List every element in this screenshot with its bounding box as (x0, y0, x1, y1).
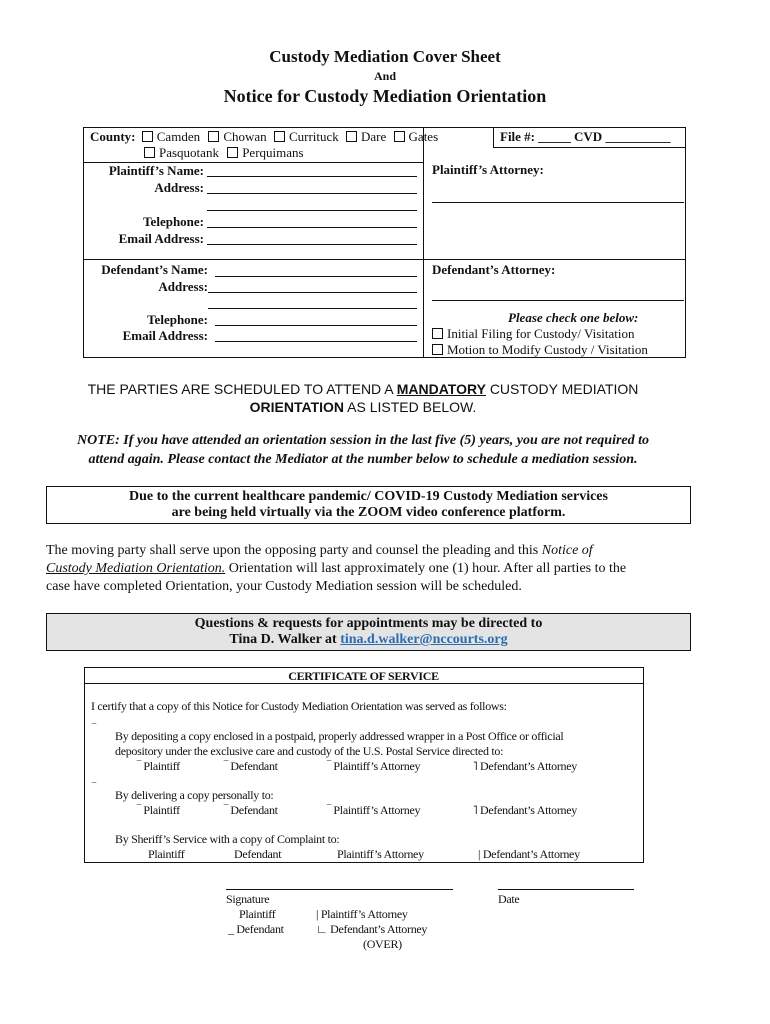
county-label: County: (90, 129, 136, 144)
signature-line[interactable] (226, 889, 453, 890)
header-and: And (373, 69, 396, 83)
method2-defendant[interactable]: ‾ Defendant (224, 803, 278, 817)
checkbox-icon[interactable] (432, 328, 443, 339)
checkbox-icon[interactable] (346, 131, 357, 142)
method1-plaintiff-attorney[interactable]: ‾ Plaintiff’s Attorney (327, 759, 421, 773)
method3-text: By Sheriff’s Service with a copy of Complaint to: (115, 832, 340, 846)
defendant-address-field[interactable] (208, 292, 417, 293)
plaintiff-address-label: Address: (154, 180, 204, 195)
checkbox-icon[interactable] (142, 131, 153, 142)
defendant-email-field[interactable] (215, 341, 417, 342)
plaintiff-labels (86, 162, 204, 247)
defendant-labels (86, 262, 208, 345)
defendant-name-label: Defendant’s Name: (101, 262, 208, 277)
plaintiff-attorney-field[interactable] (432, 202, 684, 203)
defendant-telephone-label: Telephone: (147, 311, 208, 327)
method1-plaintiff[interactable]: ‾ Plaintiff (137, 759, 180, 773)
defendant-email-label: Email Address: (122, 328, 208, 343)
questions-line-2: Tina D. Walker at tina.d.walker@nccourts.org (229, 632, 508, 647)
checkbox-icon[interactable] (394, 131, 405, 142)
plaintiff-telephone-field[interactable] (207, 227, 417, 228)
county-row-2 (144, 145, 304, 161)
signature-plaintiff-attorney[interactable]: | Plaintiff’s Attorney (316, 907, 408, 921)
mediator-email-link[interactable]: tina.d.walker@nccourts.org (340, 632, 508, 647)
method3-defendant-attorney[interactable]: | Defendant’s Attorney (478, 847, 580, 861)
plaintiff-address-field[interactable] (207, 193, 417, 194)
county-row (90, 129, 438, 145)
over-label: (OVER) (363, 937, 402, 951)
defendant-address-label: Address: (158, 278, 208, 294)
covid-line-1: Due to the current healthcare pandemic/ COVID-19 Custody Mediation services (129, 489, 608, 504)
scheduled-notice-2: ORIENTATION AS LISTED BELOW. (249, 399, 477, 415)
county-option-currituck[interactable]: Currituck (274, 129, 339, 144)
initial-filing-option[interactable]: Initial Filing for Custody/ Visitation (432, 326, 634, 342)
checkbox-icon[interactable] (227, 147, 238, 158)
date-line[interactable] (498, 889, 634, 890)
method1-defendant-attorney[interactable]: ˥ Defendant’s Attorney (473, 759, 577, 773)
defendant-telephone-field[interactable] (215, 325, 417, 326)
method1-line-2: depository under the exclusive care and custody of the U.S. Postal Service directed to: (115, 744, 504, 758)
signature-defendant-attorney[interactable]: ∟ Defendant’s Attorney (316, 922, 428, 936)
county-option-perquimans[interactable]: Perquimans (227, 145, 303, 160)
method2-marker[interactable]: ‾ (92, 781, 96, 795)
file-number[interactable]: File #: _____ CVD __________ (500, 129, 671, 144)
method3-plaintiff[interactable]: Plaintiff (148, 847, 185, 861)
checkbox-icon[interactable] (274, 131, 285, 142)
plaintiff-email-field[interactable] (207, 244, 417, 245)
method3-plaintiff-attorney[interactable]: Plaintiff’s Attorney (337, 847, 424, 861)
method2-defendant-attorney[interactable]: ˥ Defendant’s Attorney (473, 803, 577, 817)
defendant-name-field[interactable] (215, 276, 417, 277)
county-option-pasquotank[interactable]: Pasquotank (144, 145, 219, 160)
motion-modify-option[interactable]: Motion to Modify Custody / Visitation (432, 342, 648, 358)
signature-defendant[interactable]: _ Defendant (228, 922, 284, 936)
note-line-1: NOTE: If you have attended an orientation session in the last five (5) years, you are not required to (76, 433, 650, 448)
questions-box (46, 613, 691, 651)
checkbox-icon[interactable] (432, 344, 443, 355)
signature-plaintiff[interactable]: Plaintiff (239, 907, 276, 921)
county-option-dare[interactable]: Dare (346, 129, 386, 144)
questions-line-1: Questions & requests for appointments may be directed to (194, 616, 543, 631)
plaintiff-address-field-2[interactable] (207, 210, 417, 211)
page-title: Custody Mediation Cover Sheet (269, 47, 501, 66)
defendant-address-field-2[interactable] (208, 308, 417, 309)
method1-line-1: By depositing a copy enclosed in a postpaid, properly addressed wrapper in a Post Office or official (115, 729, 564, 743)
covid-line-2: are being held virtually via the ZOOM video conference platform. (171, 505, 566, 520)
plaintiff-name-label: Plaintiff’s Name: (108, 163, 204, 178)
method3-defendant[interactable]: Defendant (234, 847, 282, 861)
defendant-attorney-label: Defendant’s Attorney: (432, 262, 556, 277)
certificate-title: CERTIFICATE OF SERVICE (288, 669, 439, 683)
method2-plaintiff[interactable]: ‾ Plaintiff (137, 803, 180, 817)
county-option-chowan[interactable]: Chowan (208, 129, 266, 144)
method1-defendant[interactable]: ‾ Defendant (224, 759, 278, 773)
county-option-camden[interactable]: Camden (142, 129, 200, 144)
page-subtitle: Notice for Custody Mediation Orientation (223, 86, 547, 106)
moving-party-paragraph: The moving party shall serve upon the opposing party and counsel the pleading and this Notice of Custody Mediation Orientation. Orientation will last approximately one (1) hour. After all parties to the case have completed Orientation, your Custody Mediation session will be scheduled. (46, 543, 627, 594)
plaintiff-telephone-label: Telephone: (143, 214, 204, 229)
county-option-gates[interactable]: Gates (394, 129, 439, 144)
method2-plaintiff-attorney[interactable]: ‾ Plaintiff’s Attorney (327, 803, 421, 817)
defendant-attorney-field[interactable] (432, 300, 684, 301)
plaintiff-attorney-label: Plaintiff’s Attorney: (432, 162, 544, 177)
plaintiff-name-field[interactable] (207, 176, 417, 177)
checkbox-icon[interactable] (208, 131, 219, 142)
note-line-2: attend again. Please contact the Mediator at the number below to schedule a mediation session. (88, 452, 638, 467)
check-one-label: Please check one below: (508, 310, 639, 325)
method1-marker[interactable]: ‾ (92, 722, 96, 736)
method2-text: By delivering a copy personally to: (115, 788, 274, 802)
plaintiff-email-label: Email Address: (118, 231, 204, 246)
signature-label: Signature (226, 892, 270, 906)
scheduled-notice: THE PARTIES ARE SCHEDULED TO ATTEND A MANDATORY CUSTODY MEDIATION (87, 381, 639, 397)
certificate-intro: I certify that a copy of this Notice for Custody Mediation Orientation was served as follows: (91, 699, 507, 713)
date-label: Date (498, 892, 520, 906)
covid-notice-box (46, 486, 691, 524)
checkbox-icon[interactable] (144, 147, 155, 158)
